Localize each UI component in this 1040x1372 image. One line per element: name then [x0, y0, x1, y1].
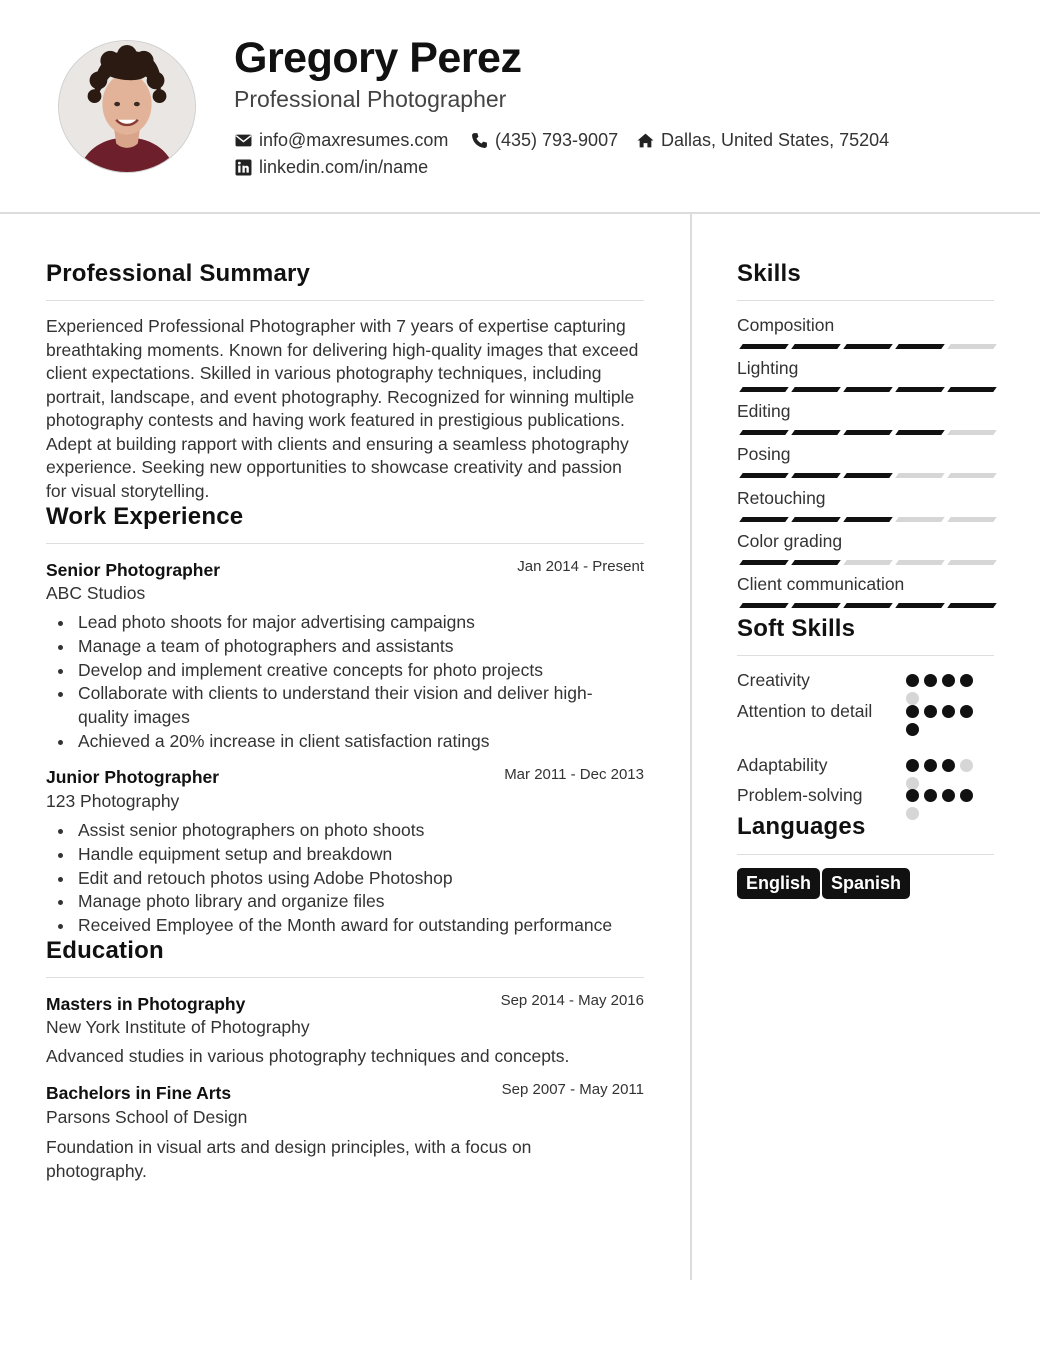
skill-level-segment	[739, 387, 789, 392]
location-text: Dallas, United States, 75204	[661, 130, 890, 150]
rating-dot	[906, 705, 919, 718]
soft-skill-label: Creativity	[737, 670, 810, 690]
rating-dot	[942, 674, 955, 687]
skill-level-segment	[791, 430, 841, 435]
skill-level-segment	[739, 344, 789, 349]
skill-level-segment	[895, 387, 945, 392]
list-item: Develop and implement creative concepts for photo projects	[46, 659, 626, 683]
rating-dot	[906, 789, 919, 802]
list-item: Collaborate with clients to understand their vision and deliver high-quality images	[46, 682, 626, 730]
list-item: Edit and retouch photos using Adobe Photoshop	[46, 867, 644, 891]
skill-label: Client communication	[737, 574, 905, 594]
rating-dot	[924, 789, 937, 802]
rating-dot	[942, 759, 955, 772]
summary-text: Experienced Professional Photographer with 7 years of expertise capturing breathtaking moments. Known for delivering high-quality images that exceed client expectations. Skilled in various photography techniques, including portrait, landscape, and event photography. Recognized for winning multiple photography contests and having work featured in prestigious publications. Adept at building rapport with clients and ensuring a seamless photography experience. Seeking new opportunities to showcase creativity and passion for visual storytelling.	[46, 316, 639, 501]
rating-dot	[906, 807, 919, 820]
soft-skill-label: Problem-solving	[737, 785, 863, 805]
skill-level-segment	[947, 387, 997, 392]
degree-title: Bachelors in Fine Arts	[46, 1083, 232, 1103]
skill-level-segment	[947, 560, 997, 565]
skill-level-bar	[741, 344, 995, 349]
phone-icon	[470, 132, 488, 150]
skill-level-segment	[843, 517, 893, 522]
skill-level-segment	[947, 603, 997, 608]
languages-heading: Languages	[737, 813, 866, 840]
summary-divider	[46, 300, 644, 301]
list-item: Achieved a 20% increase in client satisfaction ratings	[46, 730, 626, 754]
education-description: Advanced studies in various photography techniques and concepts.	[46, 1046, 570, 1066]
soft-skill-rating	[906, 759, 978, 790]
skill-level-segment	[791, 560, 841, 565]
skills-divider	[737, 300, 994, 301]
skill-level-segment	[843, 603, 893, 608]
rating-dot	[942, 789, 955, 802]
candidate-name: Gregory Perez	[234, 34, 522, 82]
soft-skill-label: Attention to detail	[737, 701, 873, 721]
email-text: info@maxresumes.com	[259, 130, 449, 150]
candidate-title: Professional Photographer	[234, 86, 507, 112]
rating-dot	[906, 723, 919, 736]
skill-level-segment	[843, 430, 893, 435]
education-description: Foundation in visual arts and design principles, with a focus on photography.	[46, 1137, 532, 1181]
soft-skills-heading: Soft Skills	[737, 615, 856, 642]
skill-label: Color grading	[737, 531, 843, 551]
phone-contact[interactable]	[470, 130, 618, 151]
list-item: Manage a team of photographers and assistants	[46, 635, 626, 659]
skill-level-segment	[791, 344, 841, 349]
soft-skill-rating	[906, 674, 978, 705]
skill-level-bar	[741, 430, 995, 435]
skill-level-segment	[895, 473, 945, 478]
skill-level-segment	[895, 560, 945, 565]
education-divider	[46, 977, 644, 978]
skill-level-segment	[947, 517, 997, 522]
experience-heading: Work Experience	[46, 503, 244, 530]
language-badge: Spanish	[822, 868, 910, 899]
linkedin-icon	[234, 159, 252, 177]
rating-dot	[924, 674, 937, 687]
job-company: 123 Photography	[46, 791, 180, 811]
skill-level-segment	[895, 603, 945, 608]
soft-skill-label: Adaptability	[737, 755, 828, 775]
rating-dot	[942, 705, 955, 718]
job-responsibilities	[46, 611, 626, 754]
profile-photo	[58, 40, 196, 173]
skill-label: Posing	[737, 444, 791, 464]
column-divider	[690, 214, 692, 1280]
skill-level-segment	[843, 387, 893, 392]
skill-level-segment	[895, 430, 945, 435]
skill-level-bar	[741, 603, 995, 608]
languages-divider	[737, 854, 994, 855]
person-portrait-icon	[59, 41, 195, 172]
skill-level-segment	[843, 344, 893, 349]
envelope-icon	[234, 132, 252, 150]
skill-level-segment	[739, 560, 789, 565]
school-name: Parsons School of Design	[46, 1107, 248, 1127]
linkedin-contact[interactable]	[234, 157, 428, 178]
skill-level-segment	[947, 430, 997, 435]
job-title: Senior Photographer	[46, 560, 221, 580]
phone-text: (435) 793-9007	[495, 130, 619, 150]
skill-level-bar	[741, 473, 995, 478]
list-item: Assist senior photographers on photo shoots	[46, 819, 644, 843]
rating-dot	[906, 692, 919, 705]
degree-title: Masters in Photography	[46, 994, 246, 1014]
rating-dot	[924, 759, 937, 772]
soft-skill-rating	[906, 789, 978, 820]
skill-level-segment	[843, 560, 893, 565]
job-dates: Jan 2014 - Present	[517, 558, 644, 575]
home-icon	[636, 132, 654, 150]
rating-dot	[906, 674, 919, 687]
email-contact[interactable]	[234, 130, 448, 151]
skill-level-segment	[947, 344, 997, 349]
soft-skills-divider	[737, 655, 994, 656]
skill-label: Composition	[737, 315, 835, 335]
skill-label: Retouching	[737, 488, 826, 508]
skill-level-segment	[843, 473, 893, 478]
rating-dot	[960, 705, 973, 718]
language-badge: English	[737, 868, 820, 899]
skill-label: Editing	[737, 401, 791, 421]
location-contact	[636, 130, 889, 151]
job-title: Junior Photographer	[46, 767, 220, 787]
skill-level-segment	[739, 517, 789, 522]
soft-skill-rating	[906, 705, 978, 736]
job-dates: Mar 2011 - Dec 2013	[504, 766, 644, 783]
skill-level-segment	[739, 430, 789, 435]
list-item: Received Employee of the Month award for outstanding performance	[46, 914, 644, 938]
skill-level-segment	[791, 517, 841, 522]
rating-dot	[906, 759, 919, 772]
skill-level-bar	[741, 387, 995, 392]
skill-level-segment	[895, 517, 945, 522]
skill-level-segment	[791, 603, 841, 608]
skills-heading: Skills	[737, 260, 801, 287]
skill-level-bar	[741, 560, 995, 565]
school-name: New York Institute of Photography	[46, 1017, 310, 1037]
linkedin-text: linkedin.com/in/name	[259, 157, 429, 177]
rating-dot	[924, 705, 937, 718]
list-item: Manage photo library and organize files	[46, 890, 644, 914]
skill-level-segment	[947, 473, 997, 478]
education-dates: Sep 2014 - May 2016	[500, 992, 644, 1009]
skill-level-bar	[741, 517, 995, 522]
experience-divider	[46, 543, 644, 544]
skill-level-segment	[791, 387, 841, 392]
rating-dot	[960, 759, 973, 772]
summary-heading: Professional Summary	[46, 260, 311, 287]
job-responsibilities	[46, 819, 644, 938]
skill-level-segment	[895, 344, 945, 349]
skill-level-segment	[791, 473, 841, 478]
skill-level-segment	[739, 473, 789, 478]
education-dates: Sep 2007 - May 2011	[501, 1081, 644, 1098]
list-item: Handle equipment setup and breakdown	[46, 843, 644, 867]
rating-dot	[960, 674, 973, 687]
resume-header	[0, 0, 1040, 214]
job-company: ABC Studios	[46, 583, 146, 603]
rating-dot	[960, 789, 973, 802]
skill-level-segment	[739, 603, 789, 608]
education-heading: Education	[46, 937, 164, 964]
skill-label: Lighting	[737, 358, 799, 378]
list-item: Lead photo shoots for major advertising campaigns	[46, 611, 626, 635]
